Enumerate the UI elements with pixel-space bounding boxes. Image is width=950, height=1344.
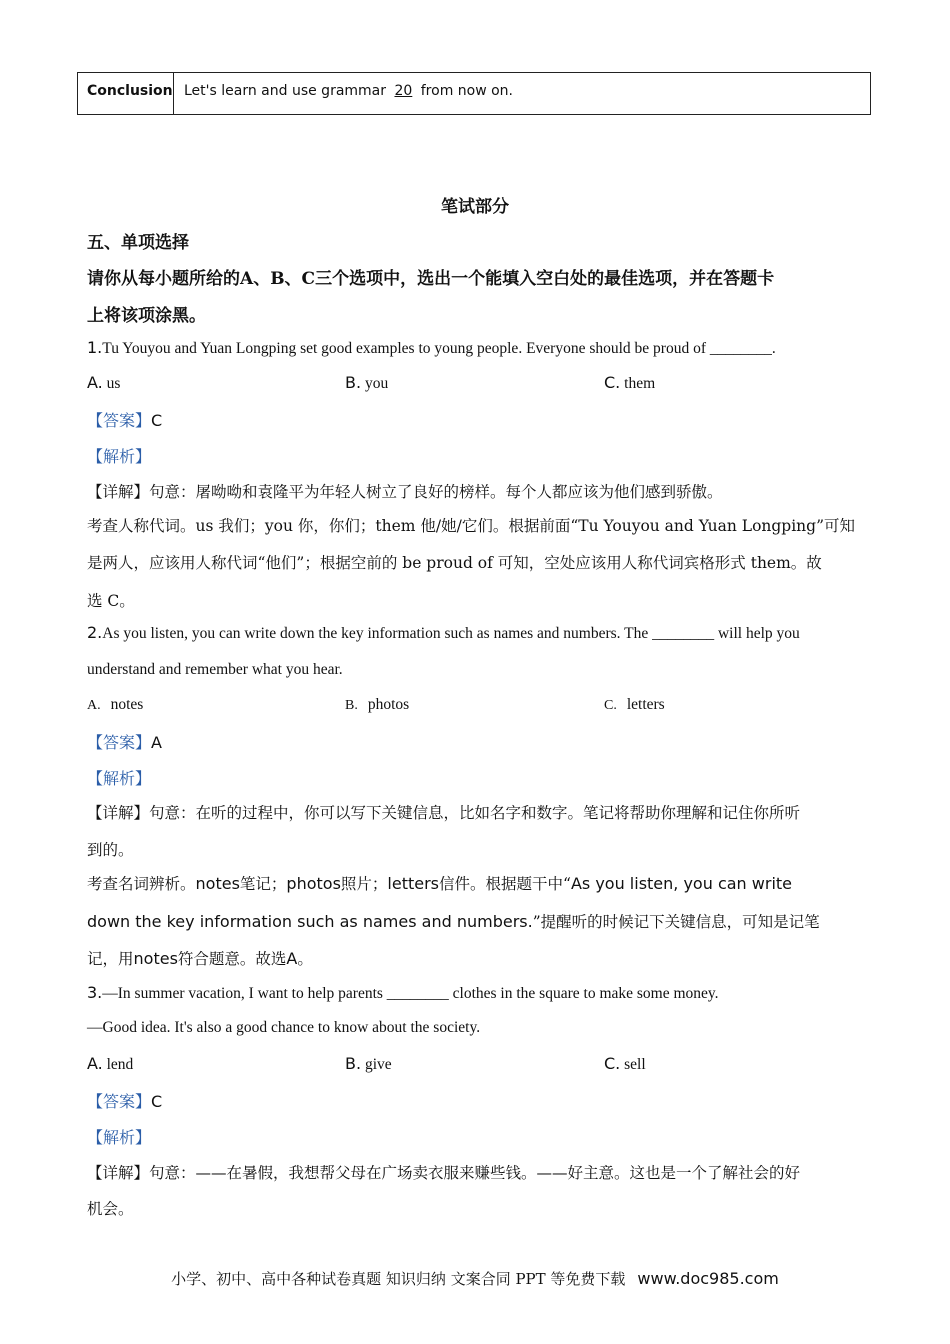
question-2-number: 2.: [87, 623, 103, 642]
q3-option-c: C. sell: [604, 1054, 646, 1073]
conclusion-table: [77, 72, 871, 115]
q3-detail-line-1: 【详解】句意：——在暑假，我想帮父母在广场卖衣服来赚些钱。——好主意。这也是一个了解社会的好: [87, 1164, 801, 1182]
instruction-line-1: 请你从每小题所给的A、B、C三个选项中，选出一个能填入空白处的最佳选项，并在答题卡: [87, 269, 775, 289]
footer-text: 小学、初中、高中各种试卷真题 知识归纳 文案合同 PPT 等免费下载: [171, 1270, 626, 1288]
q2-analysis-label: 【解析】: [87, 769, 152, 788]
table-blank: 20: [394, 83, 413, 99]
page-footer: [0, 1268, 950, 1289]
table-text-after: from now on.: [420, 83, 514, 99]
q3-option-b: B. give: [345, 1054, 392, 1073]
table-label: Conclusion: [78, 73, 174, 114]
q3-analysis-label: 【解析】: [87, 1128, 152, 1147]
q1-detail-line-3: 是两人，应该用人称代词“他们”；根据空前的 be proud of 可知，空处应该用人称代词宾格形式 them。故: [87, 554, 822, 572]
q1-option-b: B. you: [345, 373, 389, 392]
question-2: [87, 623, 800, 643]
question-2-text-line-2: understand and remember what you hear.: [87, 661, 343, 678]
q2-detail-line-2: 到的。: [87, 841, 134, 859]
q1-detail-line-2: 考查人称代词。us 我们；you 你，你们；them 他/她/它们。根据前面“Tu Youyou and Yuan Longping”可知: [87, 517, 856, 535]
instruction-line-2: 上将该项涂黑。: [87, 306, 206, 326]
q2-detail-line-3: 考查名词辨析。notes笔记；photos照片；letters信件。根据题干中“As you listen, you can write: [87, 874, 792, 893]
table-text: [174, 73, 513, 114]
question-1-number: 1.: [87, 338, 103, 357]
question-3-text-line-1: —In summer vacation, I want to help parents ________ clothes in the square to make some money.: [102, 985, 719, 1002]
question-3-number: 3.: [87, 983, 103, 1002]
question-3: [87, 983, 719, 1003]
table-text-before: Let's learn and use grammar: [184, 83, 387, 99]
q2-option-c: C. letters: [604, 696, 665, 713]
question-3-text-line-2: —Good idea. It's also a good chance to know about the society.: [87, 1019, 481, 1036]
q2-detail-line-5: 记，用notes符合题意。故选A。: [87, 949, 313, 968]
q1-detail-line-4: 选 C。: [87, 592, 135, 610]
q2-option-b: B. photos: [345, 696, 410, 713]
question-1: [87, 338, 776, 358]
section-title: 笔试部分: [441, 197, 509, 217]
q1-option-a: A. us: [87, 373, 121, 392]
q2-option-a: A. notes: [87, 696, 144, 713]
q2-detail-line-4: down the key information such as names and numbers.”提醒听的时候记下关键信息，可知是记笔: [87, 912, 820, 931]
footer-url[interactable]: www.doc985.com: [637, 1269, 779, 1288]
q2-detail-line-1: 【详解】句意：在听的过程中，你可以写下关键信息，比如名字和数字。笔记将帮助你理解和记住你所听: [87, 804, 801, 822]
q2-answer: 【答案】A: [87, 733, 162, 752]
q3-detail-line-2: 机会。: [87, 1200, 134, 1218]
q1-detail-line-1: 【详解】句意：屠呦呦和袁隆平为年轻人树立了良好的榜样。每个人都应该为他们感到骄傲。: [87, 483, 723, 501]
q3-answer: 【答案】C: [87, 1092, 163, 1111]
q1-analysis-label: 【解析】: [87, 447, 152, 466]
part-heading: 五、单项选择: [87, 233, 189, 253]
q3-option-a: A. lend: [87, 1054, 134, 1073]
q1-option-c: C. them: [604, 373, 656, 392]
question-1-text: Tu Youyou and Yuan Longping set good examples to young people. Everyone should be proud of ________.: [102, 340, 776, 357]
question-2-text-line-1: As you listen, you can write down the key information such as names and numbers. The ________ will help you: [102, 625, 800, 642]
q1-answer: 【答案】C: [87, 411, 163, 430]
